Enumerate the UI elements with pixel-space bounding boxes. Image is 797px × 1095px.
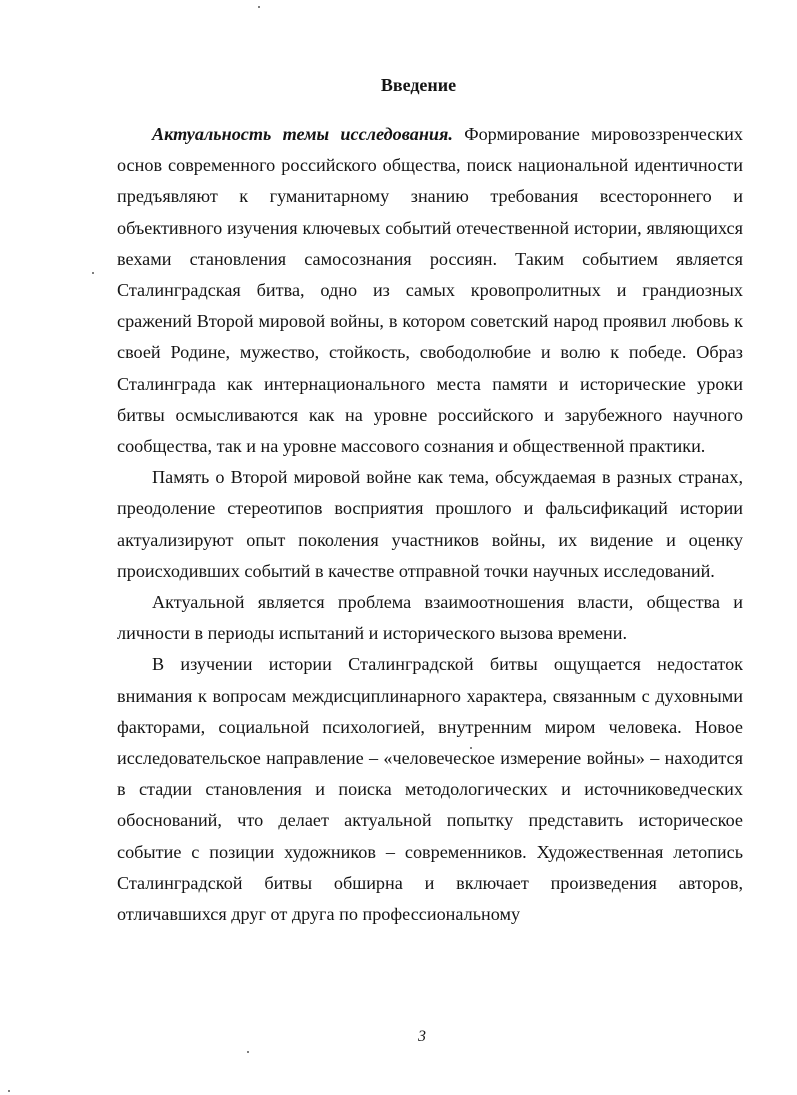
relevance-lead: Актуальность темы исследования. [152,124,453,144]
paragraph-power-society: Актуальной является проблема взаимоотношения власти, общества и личности в периоды испытаний и исторического вызова времени. [117,592,743,644]
scan-speck [258,6,260,8]
page-number: 3 [418,1028,426,1045]
paragraph-relevance [117,119,743,462]
scan-speck [247,1051,249,1053]
body-text [117,119,743,930]
scan-speck [8,1090,10,1092]
page-title: Введение [380,75,457,95]
paragraph-memory: Память о Второй мировой войне как тема, обсуждаемая в разных странах, преодоление стереотипов восприятия прошлого и фальсификаций истории актуализируют опыт поколения участников войны, их видение и оценку происходивших событий в качестве отправной точки научных исследований. [117,467,743,581]
paragraph-study-gap: В изучении истории Сталинградской битвы ощущается недостаток внимания к вопросам междисциплинарного характера, связанным с духовными факторами, социальной психологией, внутренним миром человека. Новое исследовательское направление – «человеческое измерение войны» – находится в стадии становления и поиска методологических и источниковедческих обоснований, что делает актуальной попытку представить историческое событие с позиции художников – современников. Художественная летопись Сталинградской битвы обширна и включает произведения авторов, отличавшихся друг от друга по профессиональному [117,654,743,925]
relevance-text: Формирование мировоззренческих основ современного российского общества, поиск национальной идентичности предъявляют к гуманитарному знанию требования всестороннего и объективного изучения ключевых событий отечественной истории, являющихся вехами становления самосознания россиян. Таким событием является Сталинградская битва, одно из самых кровопролитных и грандиозных сражений Второй мировой войны, в котором советский народ проявил любовь к своей Родине, мужество, стойкость, свободолюбие и волю к победе. Образ Сталинграда как интернационального места памяти и исторические уроки битвы осмысливаются как на уровне российского и зарубежного научного сообщества, так и на уровне массового сознания и общественной практики. [117,124,743,457]
scan-speck [92,272,94,274]
